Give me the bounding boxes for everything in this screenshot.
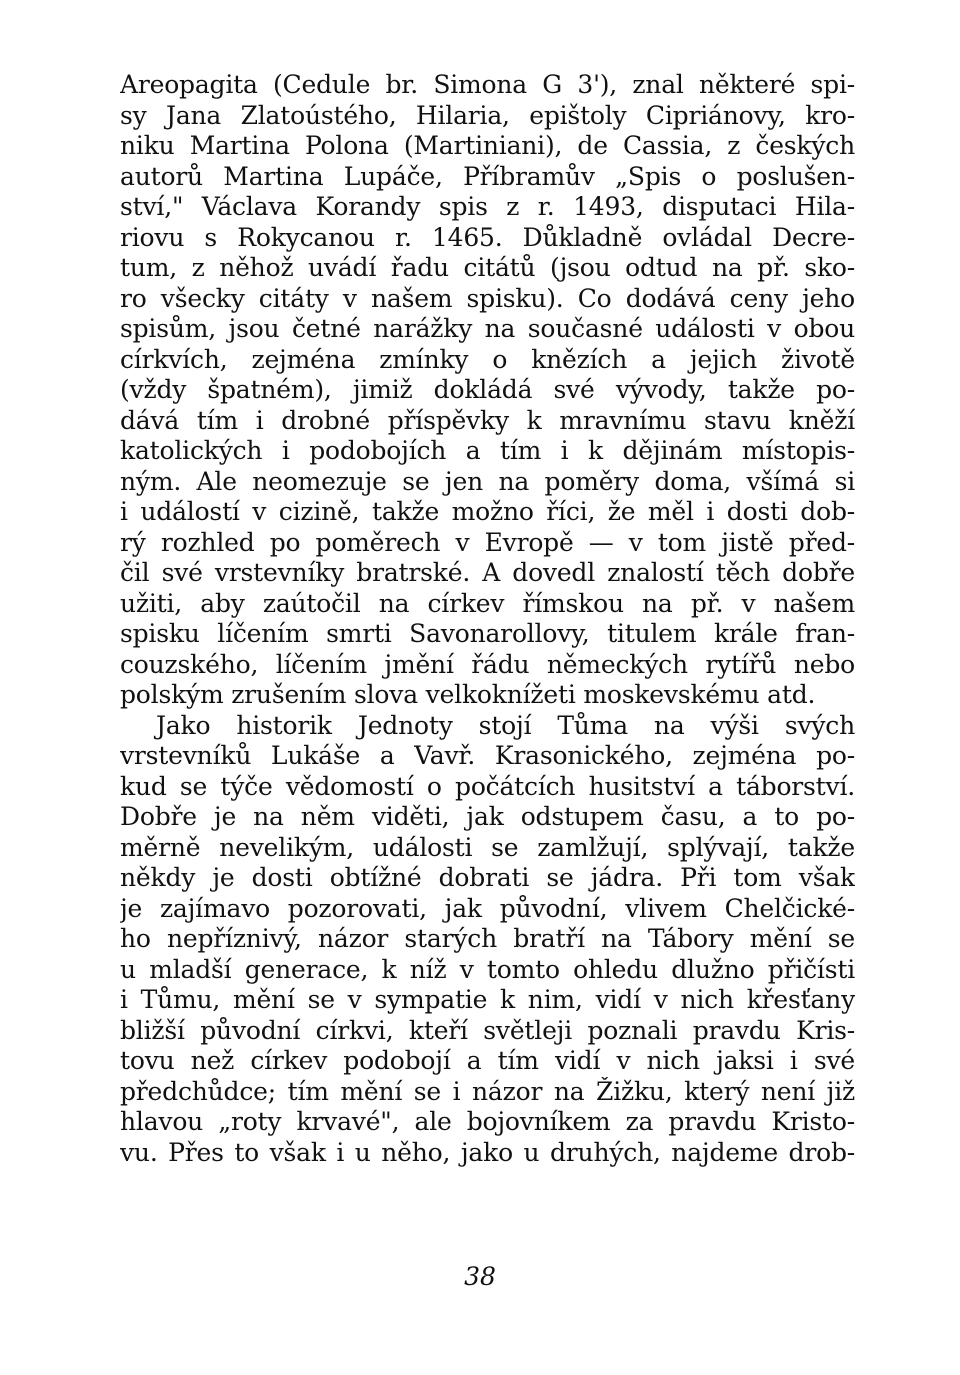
text-line: užiti, aby zaútočil na církev římskou na př. v našem: [120, 588, 855, 618]
paragraph-1: [120, 70, 855, 711]
text-line: ství," Václava Korandy spis z r. 1493, disputaci Hila-: [120, 192, 855, 221]
text-line: i Tůmu, mění se v sympatie k nim, vidí v nich křesťany: [120, 985, 855, 1014]
text-line: vu. Přes to však i u něho, jako u druhých, najdeme drob-: [120, 1137, 855, 1167]
body-text: [120, 70, 855, 1168]
text-line: i událostí v cizině, takže možno říci, že měl i dosti dob-: [120, 497, 855, 526]
text-line: u mladší generace, k níž v tomto ohledu dlužno přičísti: [120, 954, 855, 984]
text-line: církvích, zejména zmínky o knězích a jejich životě: [120, 344, 855, 374]
text-line: katolických i podobojích a tím i k dějinám místopis-: [120, 436, 855, 465]
text-line: je zajímavo pozorovati, jak původní, vlivem Chelčické-: [120, 893, 855, 923]
text-line: ho nepříznivý, názor starých bratří na Tábory mění se: [120, 924, 855, 953]
text-line: niku Martina Polona (Martiniani), de Cassia, z českých: [120, 131, 855, 160]
text-line: kud se týče vědomostí o počátcích husitství a táborství.: [120, 771, 855, 801]
text-line: Dobře je na něm viděti, jak odstupem času, a to po-: [120, 802, 855, 831]
text-line: bližší původní církvi, kteří světleji poznali pravdu Kris-: [120, 1015, 855, 1045]
text-line: někdy je dosti obtížné dobrati se jádra. Při tom však: [120, 863, 855, 892]
text-line: (vždy špatném), jimiž dokládá své vývody, takže po-: [120, 375, 855, 404]
text-line: ro všecky citáty v našem spisku). Co dodává ceny jeho: [120, 283, 855, 313]
text-line: předchůdce; tím mění se i názor na Žižku, který není již: [120, 1076, 855, 1106]
page-number: 38: [464, 1262, 496, 1291]
text-line: couzského, líčením jmění řádu německých rytířů nebo: [120, 649, 855, 679]
text-line: spisům, jsou četné narážky na současné události v obou: [120, 314, 855, 343]
paragraph-2: [120, 711, 855, 1169]
text-line: Jako historik Jednoty stojí Tůma na výši svých: [156, 710, 855, 740]
text-line: spisku líčením smrti Savonarollovy, titulem krále fran-: [120, 619, 855, 648]
text-line: Areopagita (Cedule br. Simona G 3'), znal některé spi-: [120, 70, 855, 99]
text-line: rý rozhled po poměrech v Evropě — v tom jistě před-: [120, 527, 855, 557]
text-line: sy Jana Zlatoústého, Hilaria, epištoly Cipriánovy, kro-: [120, 100, 855, 130]
text-line: tum, z něhož uvádí řadu citátů (jsou odtud na př. sko-: [120, 253, 855, 282]
text-line: hlavou „roty krvavé", ale bojovníkem za pravdu Kristo-: [120, 1107, 855, 1136]
text-line: měrně nevelikým, události se zamlžují, splývají, takže: [120, 832, 855, 862]
text-line: čil své vrstevníky bratrské. A dovedl znalostí těch dobře: [120, 558, 855, 587]
text-line: autorů Martina Lupáče, Příbramův „Spis o poslušen-: [120, 161, 855, 191]
text-line: ným. Ale neomezuje se jen na poměry doma, všímá si: [120, 466, 855, 496]
text-line: riovu s Rokycanou r. 1465. Důkladně ovládal Decre-: [120, 222, 855, 252]
text-line: tovu než církev podobojí a tím vidí v nich jaksi i své: [120, 1046, 855, 1075]
text-line: dává tím i drobné příspěvky k mravnímu stavu kněží: [120, 405, 855, 435]
text-line: polským zrušením slova velkoknížeti moskevskému atd.: [120, 680, 816, 709]
text-line: vrstevníků Lukáše a Vavř. Krasonického, zejména po-: [120, 741, 855, 770]
